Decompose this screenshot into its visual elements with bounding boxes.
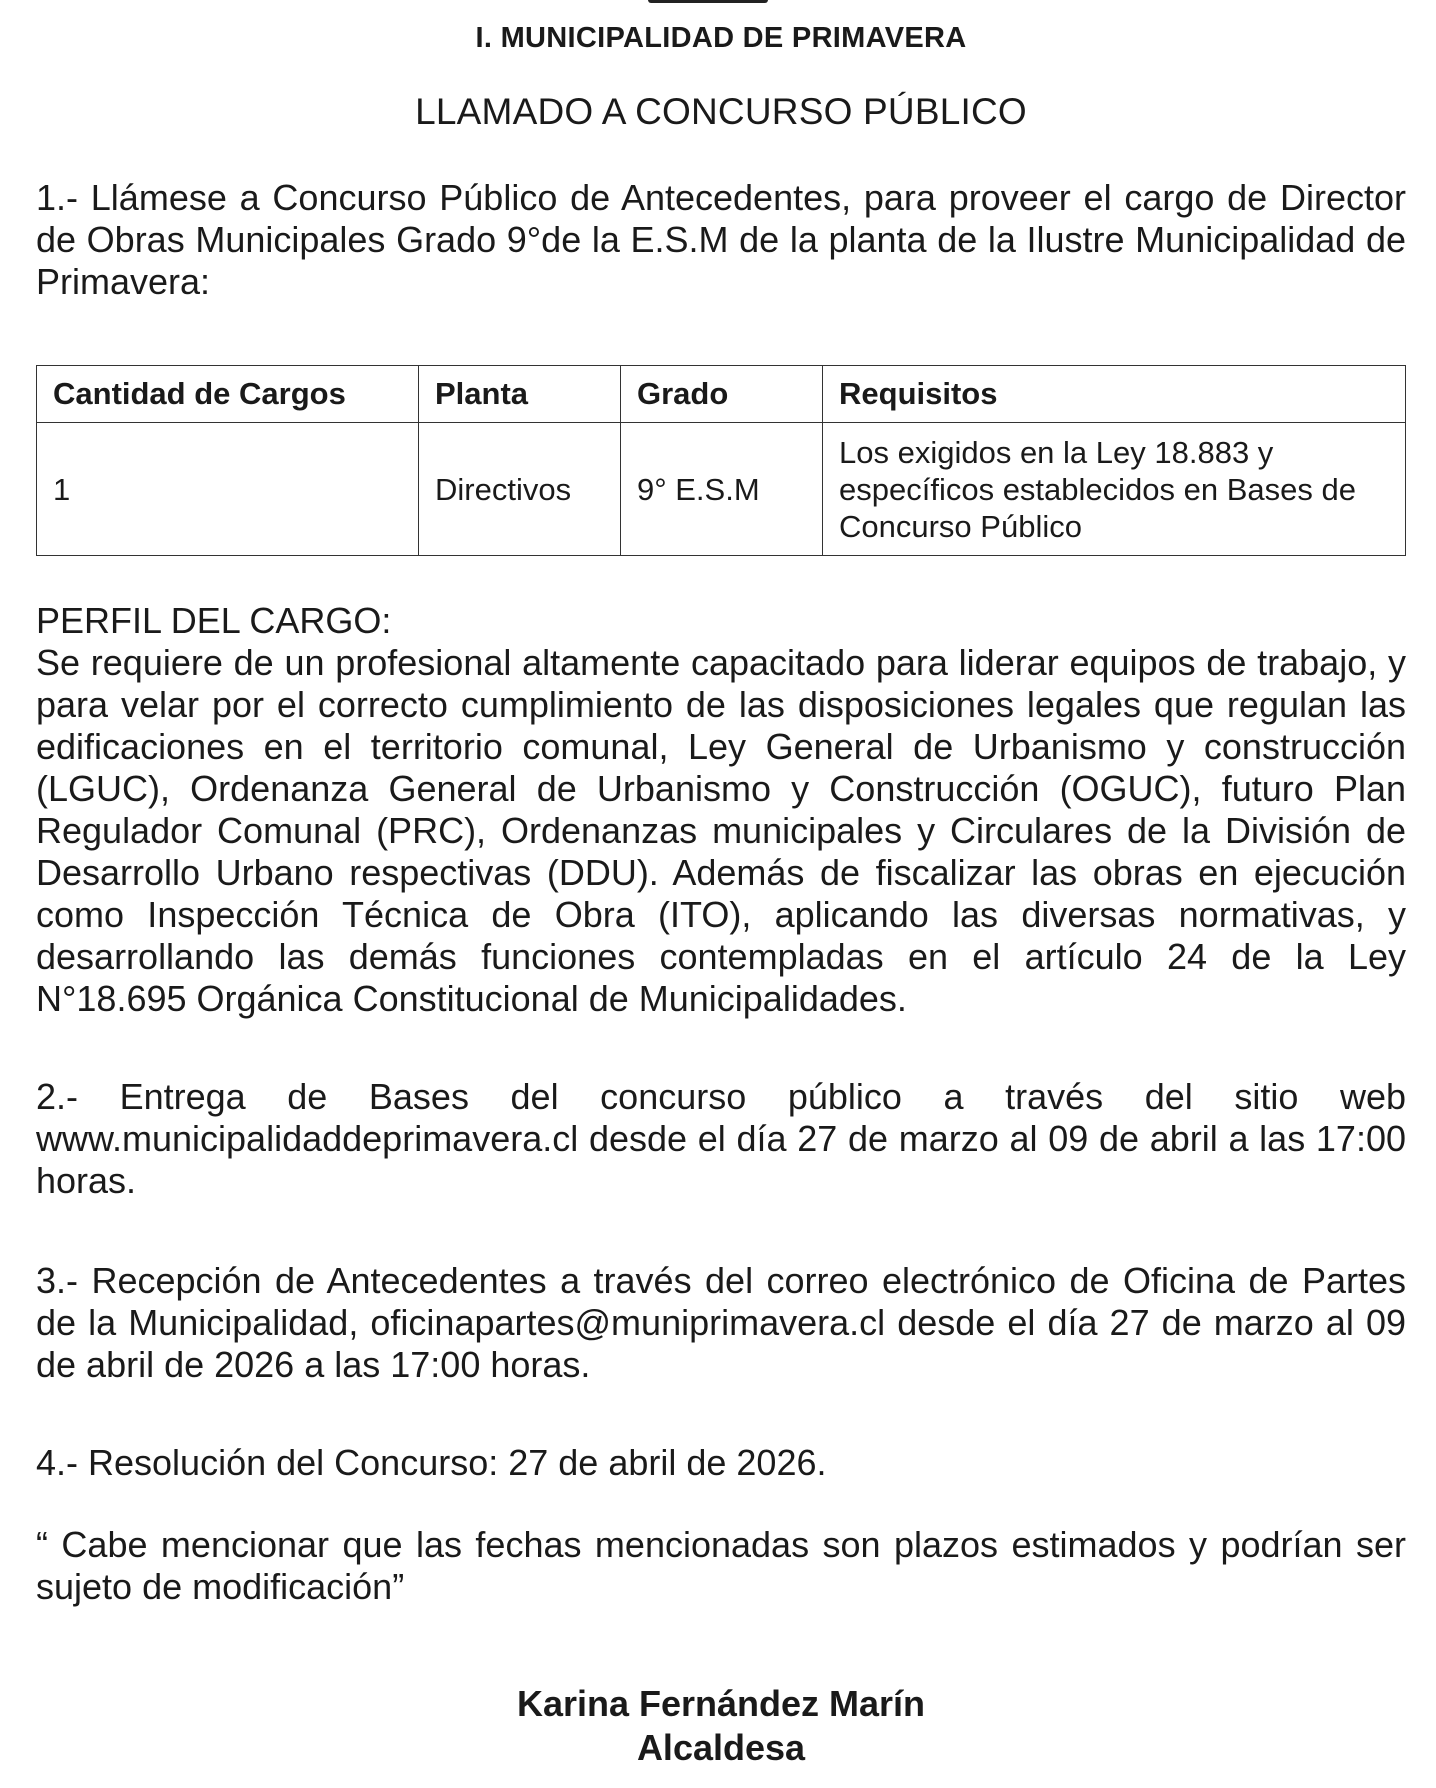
cell-planta: Directivos [419,423,621,556]
cell-requisitos: Los exigidos en la Ley 18.883 y específicos establecidos en Bases de Concurso Público [823,423,1406,556]
signatory-name: Karina Fernández Marín [516,1683,926,1724]
page-title: LLAMADO A CONCURSO PÚBLICO [415,91,1027,132]
perfil-heading: PERFIL DEL CARGO: [36,600,392,641]
section-1-paragraph: 1.- Llámese a Concurso Público de Antecedentes, para proveer el cargo de Director de Obras Municipales Grado 9°de la E.S.M de la planta de la Ilustre Municipalidad de Primavera: [36,177,1406,302]
positions-table [36,365,1406,556]
section-2-paragraph: 2.- Entrega de Bases del concurso público a través del sitio web www.municipalidaddeprimavera.cl desde el día 27 de marzo al 09 de abril a las 17:00 horas. [36,1076,1406,1201]
header-grado: Grado [621,366,823,423]
header-requisitos: Requisitos [823,366,1406,423]
signatory-role: Alcaldesa [636,1727,806,1768]
cell-grado: 9° E.S.M [621,423,823,556]
section-4-paragraph: 4.- Resolución del Concurso: 27 de abril de 2026. [36,1442,827,1483]
perfil-paragraph: Se requiere de un profesional altamente capacitado para liderar equipos de trabajo, y para velar por el correcto cumplimiento de las disposiciones legales que regulan las edificaciones en el territorio comunal, Ley General de Urbanismo y construcción (LGUC), Ordenanza General de Urbanismo y Construcción (OGUC), futuro Plan Regulador Comunal (PRC), Ordenanzas municipales y Circulares de la División de Desarrollo Urbano respectivas (DDU). Además de fiscalizar las obras en ejecución como Inspección Técnica de Obra (ITO), aplicando las diversas normativas, y desarrollando las demás funciones contempladas en el artículo 24 de la Ley N°18.695 Orgánica Constitucional de Municipalidades. [36,642,1406,1019]
table-row [37,423,1406,556]
table-header-row [37,366,1406,423]
section-3-paragraph: 3.- Recepción de Antecedentes a través del correo electrónico de Oficina de Partes de la Municipalidad, oficinapartes@muniprimavera.cl desde el día 27 de marzo al 09 de abril de 2026 a las 17:00 horas. [36,1260,1406,1385]
header-cantidad: Cantidad de Cargos [37,366,419,423]
organization-name: I. MUNICIPALIDAD DE PRIMAVERA [475,22,967,54]
header-planta: Planta [419,366,621,423]
cell-cantidad: 1 [37,423,419,556]
disclaimer-note: “ Cabe mencionar que las fechas mencionadas son plazos estimados y podrían ser sujeto de modificación” [36,1524,1406,1607]
notice-page [36,22,1406,1770]
top-decorative-rule [648,0,768,3]
signature-block [36,1682,1406,1770]
